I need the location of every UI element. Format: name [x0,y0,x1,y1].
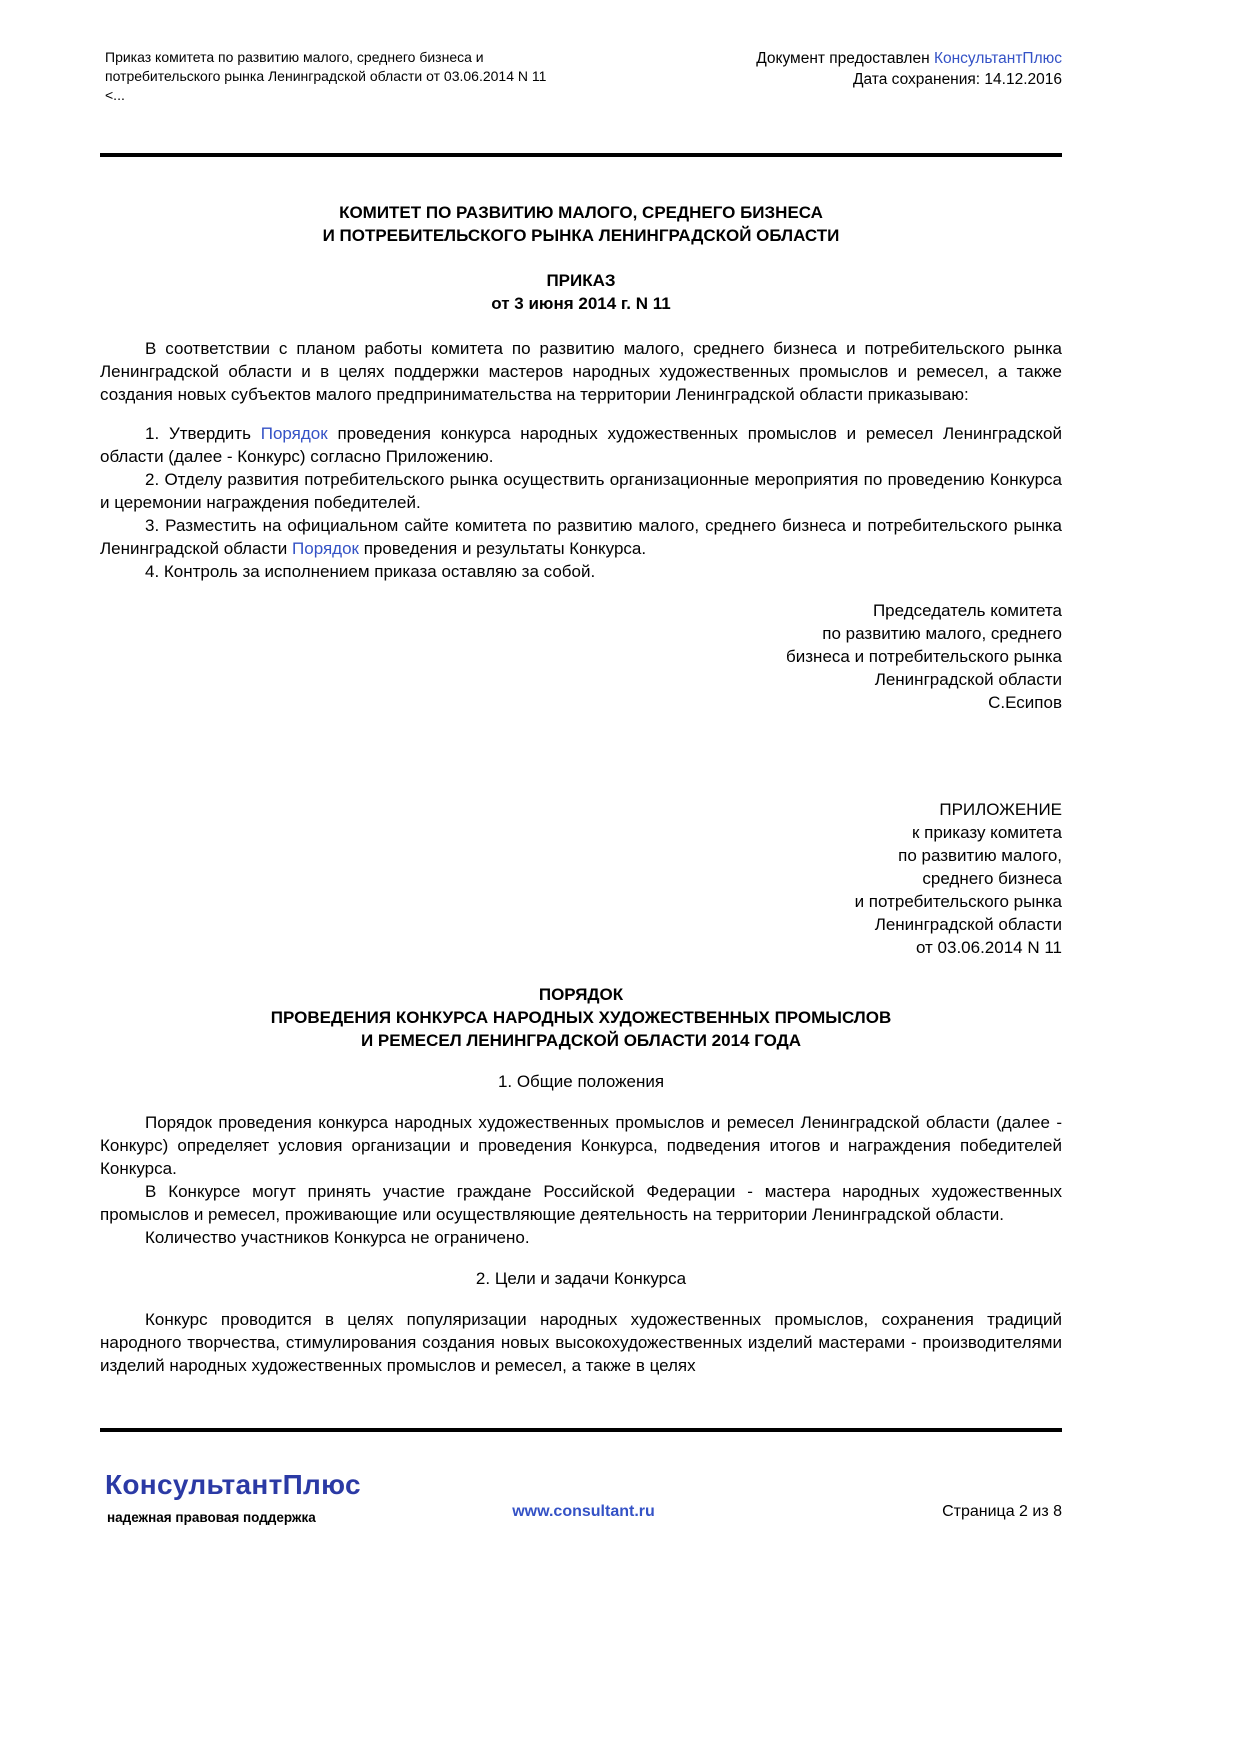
order-item-2: 2. Отделу развития потребительского рынка осуществить организационные мероприятия по проведению Конкурса и церемонии награждения победителей. [100,470,1062,512]
document-reference [100,48,575,105]
order-item-3 [100,514,1062,560]
poryadok-title [100,983,1062,1052]
order-item-1 [100,422,1062,468]
consultantplus-link[interactable]: КонсультантПлюс [933,50,1062,67]
order-doc-date: от 3 июня 2014 г. N 11 [491,294,671,313]
logo-tagline: надежная правовая поддержка [107,1510,316,1525]
save-date: Дата сохранения: 14.12.2016 [853,71,1062,88]
poryadok-title-line1: ПОРЯДОК [538,985,624,1004]
consultant-url-text[interactable]: www.consultant.ru [512,1503,655,1520]
consultantplus-logo: КонсультантПлюс [105,1469,361,1500]
appendix-line: по развитию малого, [898,846,1062,865]
appendix-line: ПРИЛОЖЕНИЕ [939,800,1062,819]
section-1-paragraph-3: Количество участников Конкурса не ограничено. [145,1228,530,1247]
order-item-1-post: проведения конкурса народных художественных промыслов и ремесел Ленинградской области (далее - Конкурс) согласно Приложению. [100,424,1062,466]
provided-by-label: Документ предоставлен [756,50,934,67]
order-intro-paragraph: В соответствии с планом работы комитета по развитию малого, среднего бизнеса и потребительского рынка Ленинградской области и в целях поддержки мастеров народных художественных промыслов и ремесел, а также создания новых субъектов малого предпринимательства на территории Ленинградской области приказываю: [100,339,1062,404]
order-item-4: 4. Контроль за исполнением приказа оставляю за собой. [145,562,596,581]
header-rule [100,153,1062,157]
provided-by-line [756,48,1062,69]
footer-rule [100,1428,1062,1432]
page-number: Страница 2 из 8 [942,1503,1062,1520]
poryadok-link-2[interactable]: Порядок [292,539,359,558]
appendix-line: Ленинградской области [874,915,1062,934]
appendix-line: к приказу комитета [911,823,1062,842]
appendix-line: и потребительского рынка [854,892,1062,911]
order-org-title [100,201,1062,247]
poryadok-title-line3: И РЕМЕСЕЛ ЛЕНИНГРАДСКОЙ ОБЛАСТИ 2014 ГОДА [360,1031,802,1050]
order-doc-type [100,269,1062,315]
signature-line: Ленинградской области [874,670,1062,689]
signature-line: Председатель комитета [872,601,1062,620]
appendix-line: от 03.06.2014 N 11 [915,938,1062,957]
poryadok-title-line2: ПРОВЕДЕНИЯ КОНКУРСА НАРОДНЫХ ХУДОЖЕСТВЕННЫХ ПРОМЫСЛОВ [270,1008,892,1027]
section-2-paragraph-1: Конкурс проводится в целях популяризации народных художественных промыслов, сохранения традиций народного творчества, стимулирования создания новых высокохудожественных изделий мастерами - производителями изделий народных художественных промыслов и ремесел, а также в целях [100,1310,1062,1375]
section-1-paragraph-2: В Конкурсе могут принять участие граждане Российской Федерации - мастера народных художественных промыслов и ремесел, проживающие или осуществляющие деятельность на территории Ленинградской области. [100,1182,1062,1224]
appendix-block [100,798,1062,959]
provider-info [756,48,1062,90]
poryadok-link-1[interactable]: Порядок [260,424,328,443]
order-item-3-pre: 3. Разместить на официальном сайте комитета по развитию малого, среднего бизнеса и потребительского рынка Ленинградской области [100,516,1062,558]
order-item-3-post: проведения и результаты Конкурса. [359,539,647,558]
document-reference-text: Приказ комитета по развитию малого, среднего бизнеса и потребительского рынка Ленинградской области от 03.06.2014 N 11 [105,49,547,84]
signature-block [100,599,1062,714]
order-org-title-line2: И ПОТРЕБИТЕЛЬСКОГО РЫНКА ЛЕНИНГРАДСКОЙ ОБЛАСТИ [322,226,840,245]
document-reference-continuation: <... [105,87,125,103]
signature-line: бизнеса и потребительского рынка [786,647,1062,666]
order-items [100,422,1062,583]
section-1-paragraph-1: Порядок проведения конкурса народных художественных промыслов и ремесел Ленинградской области (далее - Конкурс) определяет условия организации и проведения Конкурса, подведения итогов и награждения победителей Конкурса. [100,1113,1062,1178]
section-1-heading: 1. Общие положения [497,1072,665,1091]
order-doc-type-label: ПРИКАЗ [546,271,616,290]
order-item-1-pre: 1. Утвердить [145,424,261,443]
appendix-line: среднего бизнеса [922,869,1062,888]
page-footer [105,1462,1062,1552]
consultant-url-link [105,1500,1062,1523]
section-2-heading: 2. Цели и задачи Конкурса [475,1269,687,1288]
section-2-paragraphs [100,1308,1062,1377]
section-1-paragraphs [100,1111,1062,1249]
signature-line: по развитию малого, среднего [822,624,1062,643]
page-header [100,48,1062,105]
order-org-title-line1: КОМИТЕТ ПО РАЗВИТИЮ МАЛОГО, СРЕДНЕГО БИЗНЕСА [339,203,823,222]
signature-name: С.Есипов [988,693,1062,712]
